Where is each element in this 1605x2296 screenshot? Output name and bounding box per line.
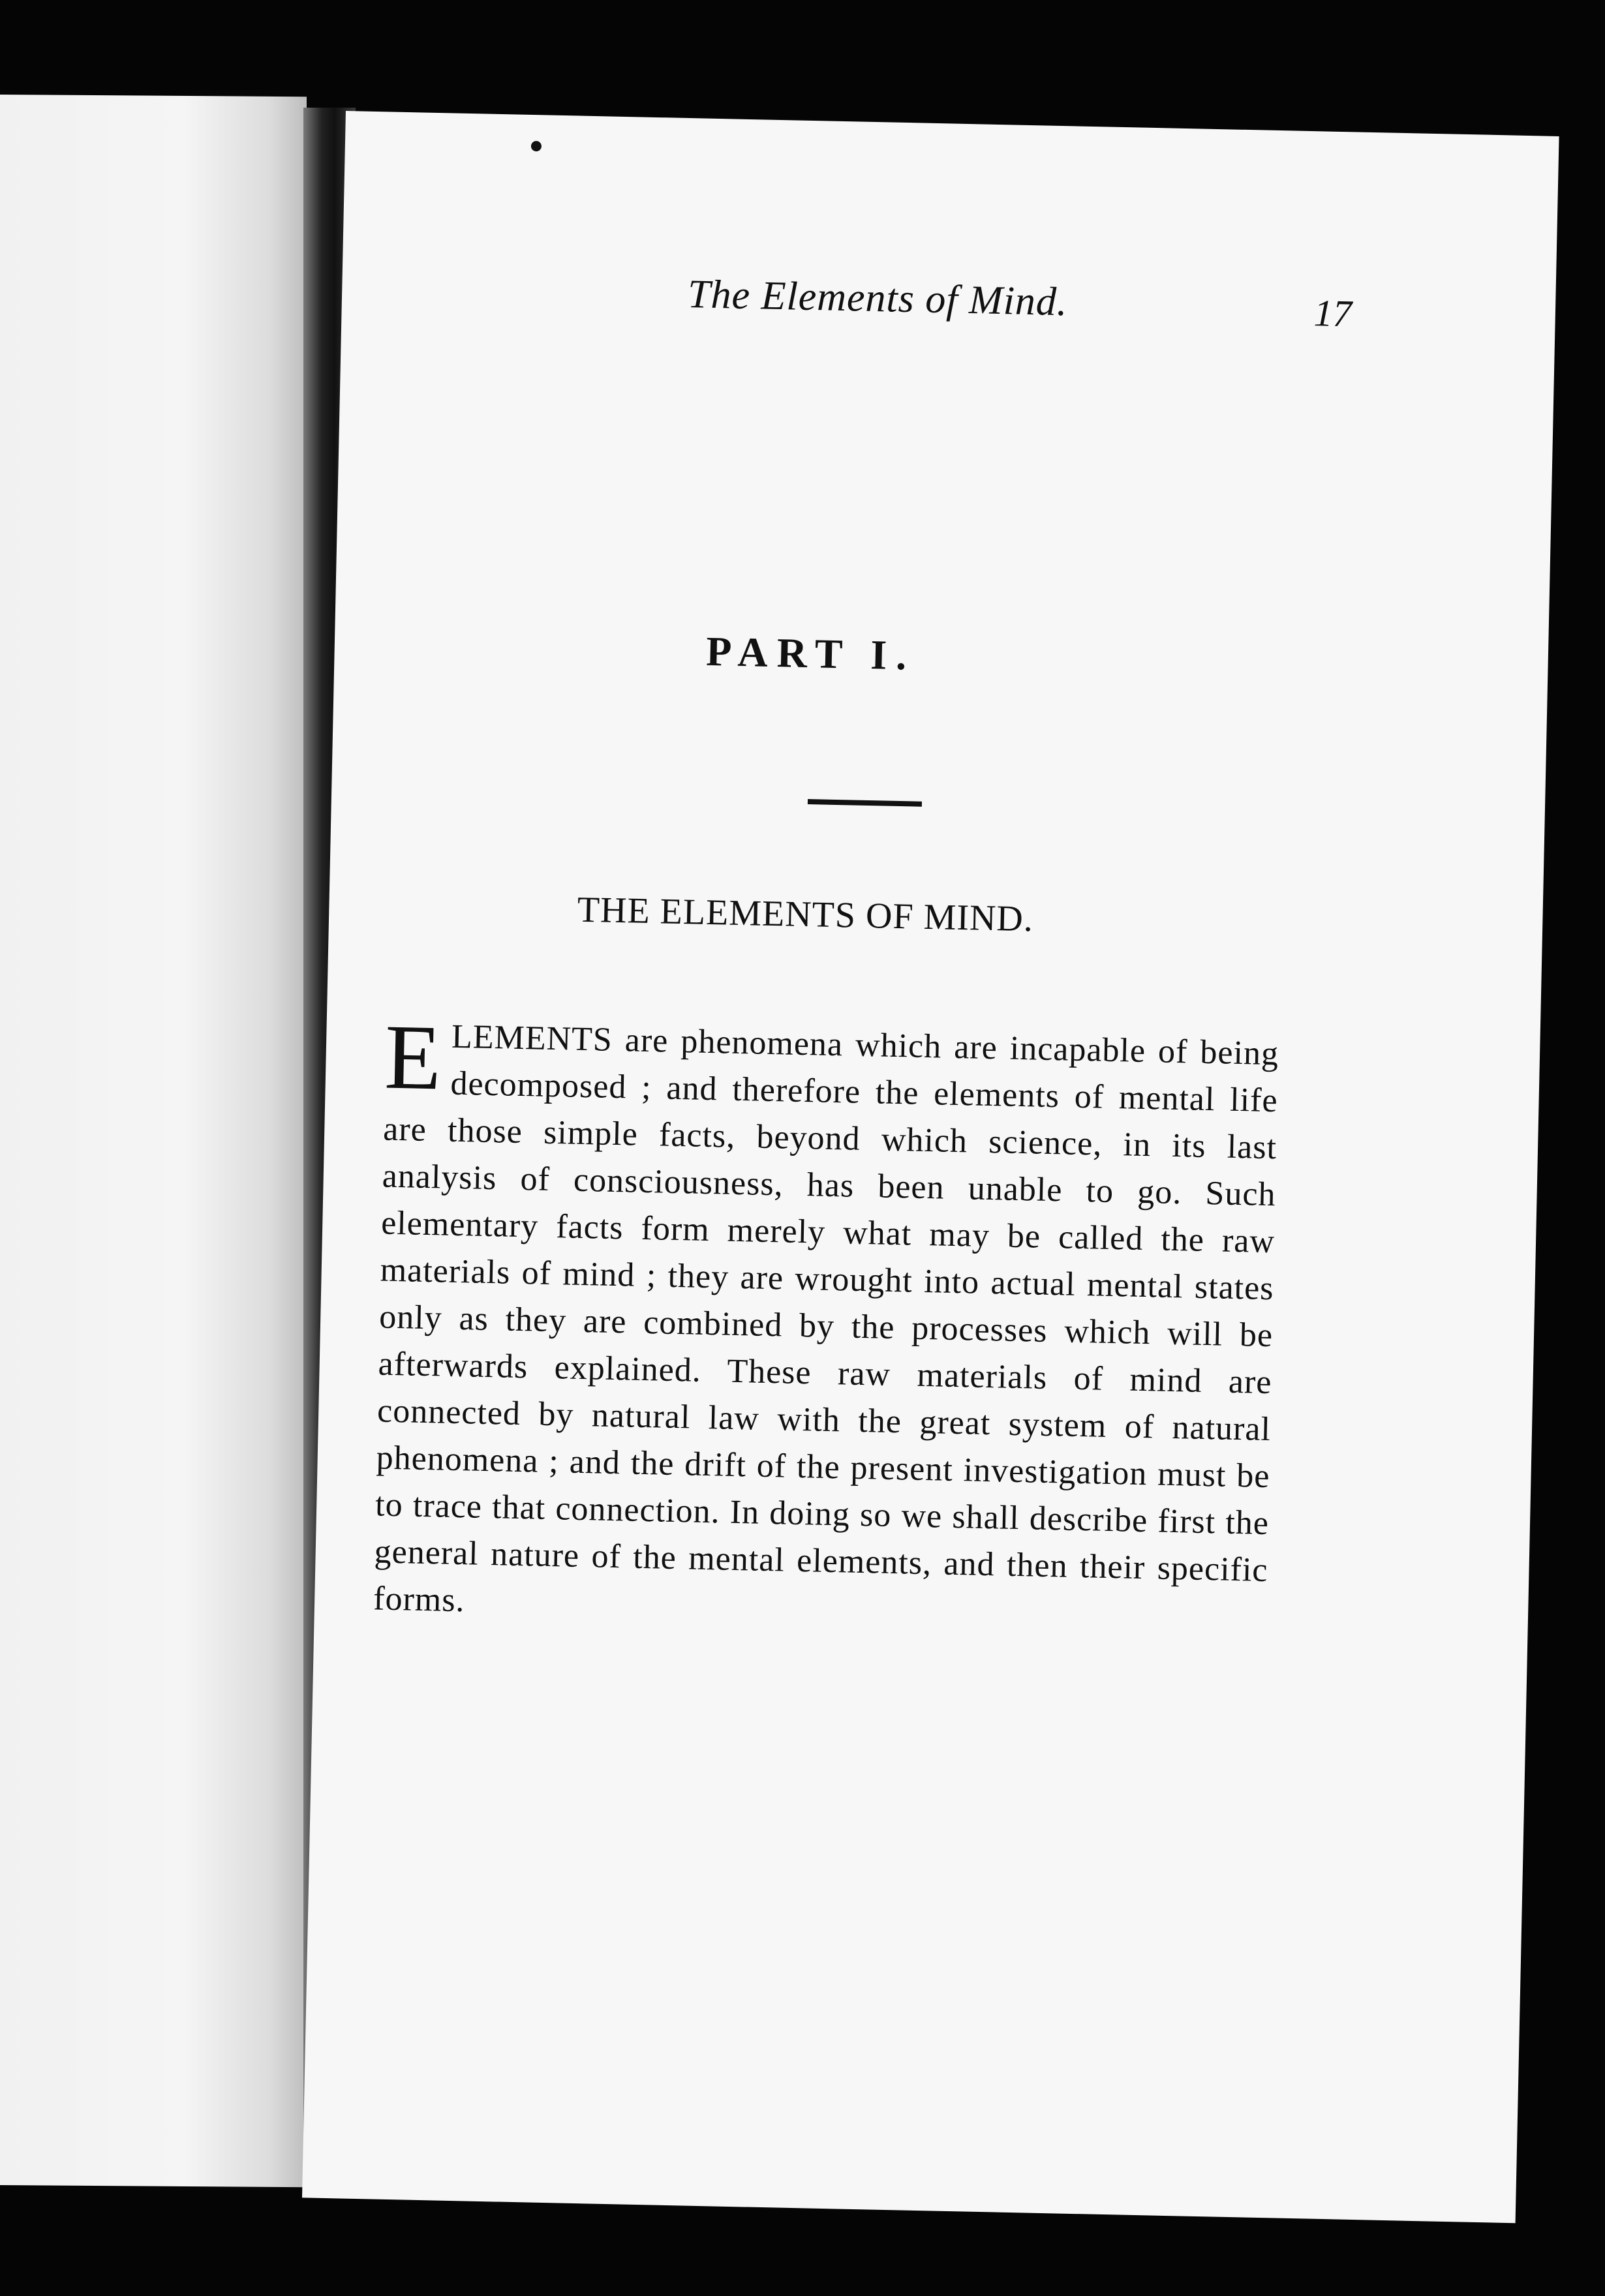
page-number: 17 bbox=[1313, 292, 1353, 335]
part-heading: PART I. bbox=[705, 627, 916, 679]
body-paragraph bbox=[373, 1004, 1279, 1641]
paragraph-text: LEMENTS are phenomena which are incapable of being decomposed ; and therefore the elements of mental life are those simple facts, beyond which science, in its last analysis of consciousness, has been unable to go. Such elementary facts form merely what may be called the raw materials of mind ; they are wrought into actual mental states only as they are combined by the processes which will be afterwards explained. These raw materials of mind are connected by natural law with the great system of natural phenomena ; and the drift of the present investigation must be to trace that connection. In doing so we shall describe first the general nature of the mental elements, and then their specific forms. bbox=[373, 1018, 1279, 1620]
page-content bbox=[302, 111, 1559, 2223]
book-page bbox=[302, 111, 1559, 2223]
running-head: The Elements of Mind. bbox=[687, 272, 1069, 325]
section-rule bbox=[808, 799, 922, 807]
drop-cap: E bbox=[384, 1004, 444, 1110]
facing-page-left bbox=[0, 95, 307, 2187]
chapter-title: THE ELEMENTS OF MIND. bbox=[577, 889, 1034, 940]
printed-dot bbox=[531, 141, 542, 151]
